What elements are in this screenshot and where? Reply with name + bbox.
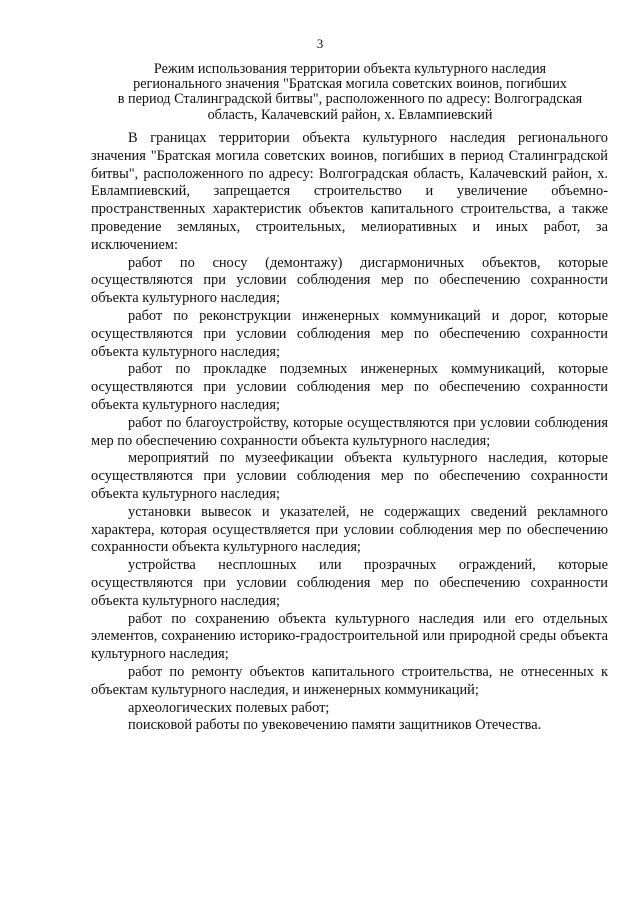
title-line: область, Калачевский район, х. Евлампиевский <box>207 106 493 123</box>
exception-item: работ по сохранению объекта культурного наследия или его отдельных элементов, сохранению историко-градостроительной или природной среды объекта культурного наследия; <box>91 610 608 663</box>
exception-item: археологических полевых работ; <box>128 699 330 716</box>
title-line: Режим использования территории объекта культурного наследия <box>153 61 547 77</box>
exception-item: устройства несплошных или прозрачных ограждений, которые осуществляются при условии соблюдения мер по обеспечению сохранности объекта культурного наследия; <box>91 557 608 609</box>
title-line: регионального значения "Братская могила советских воинов, погибших <box>133 76 567 93</box>
exception-item: работ по сносу (демонтажу) дисгармоничных объектов, которые осуществляются при условии соблюдения мер по обеспечению сохранности объекта культурного наследия; <box>91 254 608 307</box>
page-number: 3 <box>316 36 324 51</box>
document-title <box>90 62 610 123</box>
exception-item: работ по благоустройству, которые осуществляются при условии соблюдения мер по обеспечению сохранности объекта культурного наследия; <box>91 414 608 449</box>
exception-item: работ по ремонту объектов капитального строительства, не отнесенных к объектам культурного наследия, и инженерных коммуникаций; <box>91 663 608 698</box>
exception-item: работ по прокладке подземных инженерных коммуникаций, которые осуществляются при условии соблюдения мер по обеспечению сохранности объекта культурного наследия; <box>91 361 608 413</box>
exception-item: поисковой работы по увековечению памяти защитников Отечества. <box>128 717 542 734</box>
title-line: в период Сталинградской битвы", расположенного по адресу: Волгоградская <box>117 91 583 108</box>
intro-paragraph: В границах территории объекта культурного наследия регионального значения "Братская могила советских воинов, погибших в период Сталинградской битвы", расположенного по адресу: Волгоградская область, Калачевский район, х. Евлампиевский, запрещается строительство и увеличение объемно-пространственных характеристик объектов капитального строительства, а также проведение земляных, строительных, мелиоративных и иных работ, за исключением: <box>91 130 608 253</box>
document-body <box>91 130 608 735</box>
exception-item: установки вывесок и указателей, не содержащих сведений рекламного характера, которая осуществляется при условии соблюдения мер по обеспечению сохранности объекта культурного наследия; <box>91 503 608 556</box>
exception-item: работ по реконструкции инженерных коммуникаций и дорог, которые осуществляются при условии соблюдения мер по обеспечению сохранности объекта культурного наследия; <box>91 307 608 360</box>
exception-item: мероприятий по музеефикации объекта культурного наследия, которые осуществляются при условии соблюдения мер по обеспечению сохранности объекта культурного наследия; <box>91 450 608 502</box>
